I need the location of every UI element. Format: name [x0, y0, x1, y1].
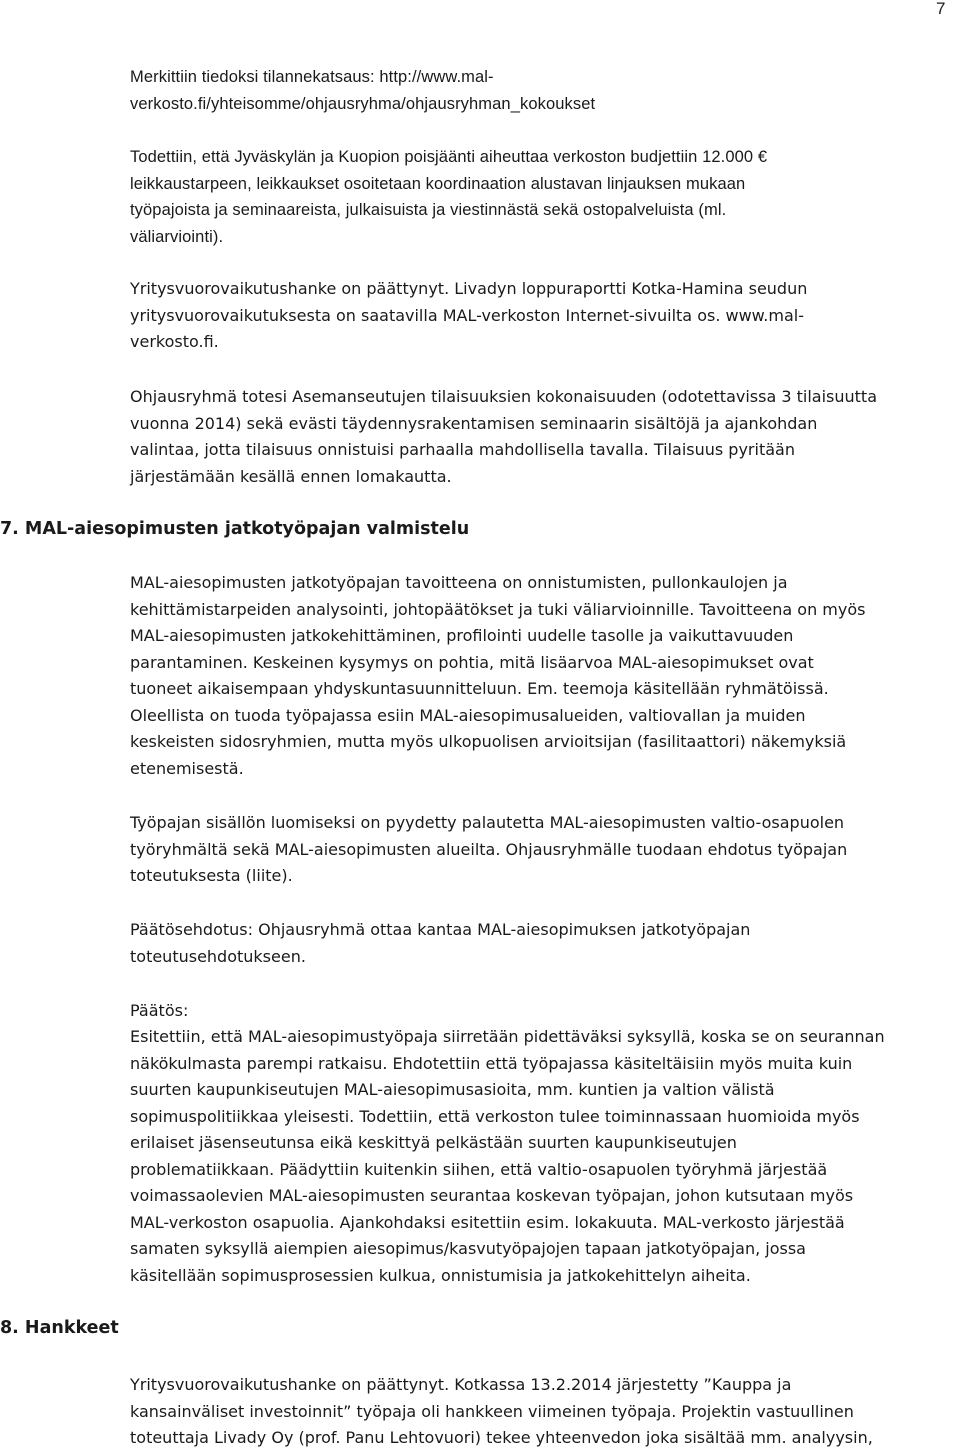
text-line: Ohjausryhmä totesi Asemanseutujen tilaisuuksien kokonaisuuden (odotettavissa 3 tilaisuutta: [130, 387, 877, 406]
workshop-goal-paragraph: [130, 570, 960, 782]
business-project-paragraph: [130, 276, 960, 356]
text-line: kansainväliset investoinnit” työpaja oli hankkeen viimeinen työpaja. Projektin vastuullinen: [130, 1401, 854, 1421]
text-line: voimassaolevien MAL-aiesopimusten seurantaa koskevan työpajan, johon kutsutaan myös: [130, 1186, 854, 1205]
text-line: verkosto.fi/yhteisomme/ohjausryhma/ohjausryhman_kokoukset: [130, 94, 596, 113]
text-line: MAL-aiesopimusten jatkotyöpajan tavoitteena on onnistumisten, pullonkaulojen ja: [130, 573, 788, 592]
decision-paragraph: [130, 1024, 960, 1289]
text-line: erilaiset jäsenseutunsa eikä keskittyä pelkästään suurten kaupunkiseutujen: [130, 1133, 737, 1152]
text-line: leikkaustarpeen, leikkaukset osoitetaan koordinaation alustavan linjauksen mukaan: [130, 174, 746, 193]
page-number: 7: [936, 0, 946, 18]
text-line: työryhmältä sekä MAL-aiesopimusten alueilta. Ohjausryhmälle tuodaan ehdotus työpajan: [130, 839, 848, 859]
text-line: toteuttaja Livady Oy (prof. Panu Lehtovuori) tekee yhteenvedon joka sisältää mm. analyysin,: [130, 1428, 873, 1447]
steering-group-paragraph: [130, 384, 960, 490]
section-8-heading: 8. Hankkeet: [0, 1318, 119, 1338]
text-line: samaten syksyllä aiempien aiesopimus/kasvutyöpajojen tapaan jatkotyöpajan, jossa: [130, 1239, 806, 1258]
text-line: keskeisten sidosryhmien, mutta myös ulkopuolisen arvioitsijan (fasilitaattori) näkemyksiä: [130, 732, 847, 751]
section-7-heading: 7. MAL-aiesopimusten jatkotyöpajan valmistelu: [0, 519, 470, 539]
text-line: suurten kaupunkiseutujen MAL-aiesopimusasioita, mm. kuntien ja valtion välistä: [130, 1080, 775, 1099]
text-line: Oleellista on tuoda työpajassa esiin MAL-aiesopimusalueiden, valtiovallan ja muiden: [130, 705, 806, 725]
text-line: käsitellään sopimusprosessien kulkua, onnistumisia ja jatkokehittelyn aiheita.: [130, 1265, 751, 1285]
status-review-paragraph: [130, 64, 960, 117]
text-line: väliarviointi).: [130, 227, 224, 246]
decision-proposal-paragraph: [130, 917, 960, 970]
text-line: Päätösehdotus: Ohjausryhmä ottaa kantaa MAL-aiesopimuksen jatkotyöpajan: [130, 920, 751, 939]
text-line: Yritysvuorovaikutushanke on päättynyt. Kotkassa 13.2.2014 järjestetty ”Kauppa ja: [130, 1375, 792, 1394]
text-line: järjestämään kesällä ennen lomakautta.: [130, 466, 452, 486]
text-line: valintaa, jotta tilaisuus onnistuisi parhaalla mahdollisella tavalla. Tilaisuus pyritään: [130, 440, 795, 459]
text-line: toteutuksesta (liite).: [130, 866, 293, 885]
text-line: kehittämistarpeiden analysointi, johtopäätökset ja tuki väliarvioinnille. Tavoitteena on myös: [130, 599, 866, 619]
text-line: Päätös:: [130, 1001, 189, 1020]
text-line: sopimuspolitiikkaa yleisesti. Todettiin, että verkoston tulee toiminnassaan huomioida myös: [130, 1106, 860, 1126]
text-line: Esitettiin, että MAL-aiesopimustyöpaja siirretään pidettäväksi syksyllä, koska se on seurannan: [130, 1027, 885, 1046]
budget-paragraph: [130, 144, 960, 250]
projects-paragraph: [130, 1372, 960, 1452]
workshop-content-paragraph: [130, 810, 960, 890]
text-line: tuoneet aikaisempaan yhdyskuntasuunnitteluun. Em. teemoja käsitellään ryhmätöissä.: [130, 679, 829, 698]
text-line: verkosto.fi.: [130, 332, 219, 351]
text-line: näkökulmasta parempi ratkaisu. Ehdotettiin että työpajassa käsiteltäisiin myös muita kuin: [130, 1053, 853, 1073]
text-line: etenemisestä.: [130, 758, 244, 778]
text-line: työpajoista ja seminaareista, julkaisuista ja viestinnästä sekä ostopalveluista (ml.: [130, 201, 727, 219]
text-line: MAL-aiesopimusten jatkokehittäminen, profilointi uudelle tasolle ja vaikuttavuuden: [130, 626, 794, 645]
text-line: Yritysvuorovaikutushanke on päättynyt. Livadyn loppuraportti Kotka-Hamina seudun: [130, 279, 808, 298]
text-line: Todettiin, että Jyväskylän ja Kuopion poisjäänti aiheuttaa verkoston budjettiin 12.000 €: [130, 148, 768, 166]
decision-label: [130, 998, 960, 1025]
text-line: vuonna 2014) sekä evästi täydennysrakentamisen seminaarin sisältöjä ja ajankohdan: [130, 413, 818, 433]
text-line: parantaminen. Keskeinen kysymys on pohtia, mitä lisäarvoa MAL-aiesopimukset ovat: [130, 652, 814, 672]
text-line: problematiikkaan. Päädyttiin kuitenkin siihen, että valtio-osapuolen työryhmä järjestää: [130, 1159, 828, 1179]
text-line: Merkittiin tiedoksi tilannekatsaus: http://www.mal-: [130, 68, 494, 86]
text-line: Työpajan sisällön luomiseksi on pyydetty palautetta MAL-aiesopimusten valtio-osapuolen: [130, 813, 845, 832]
text-line: toteutusehdotukseen.: [130, 946, 306, 966]
text-line: yritysvuorovaikutuksesta on saatavilla MAL-verkoston Internet-sivuilta os. www.mal-: [130, 305, 804, 325]
text-line: MAL-verkoston osapuolia. Ajankohdaksi esitettiin esim. lokakuuta. MAL-verkosto järjestää: [130, 1212, 845, 1232]
